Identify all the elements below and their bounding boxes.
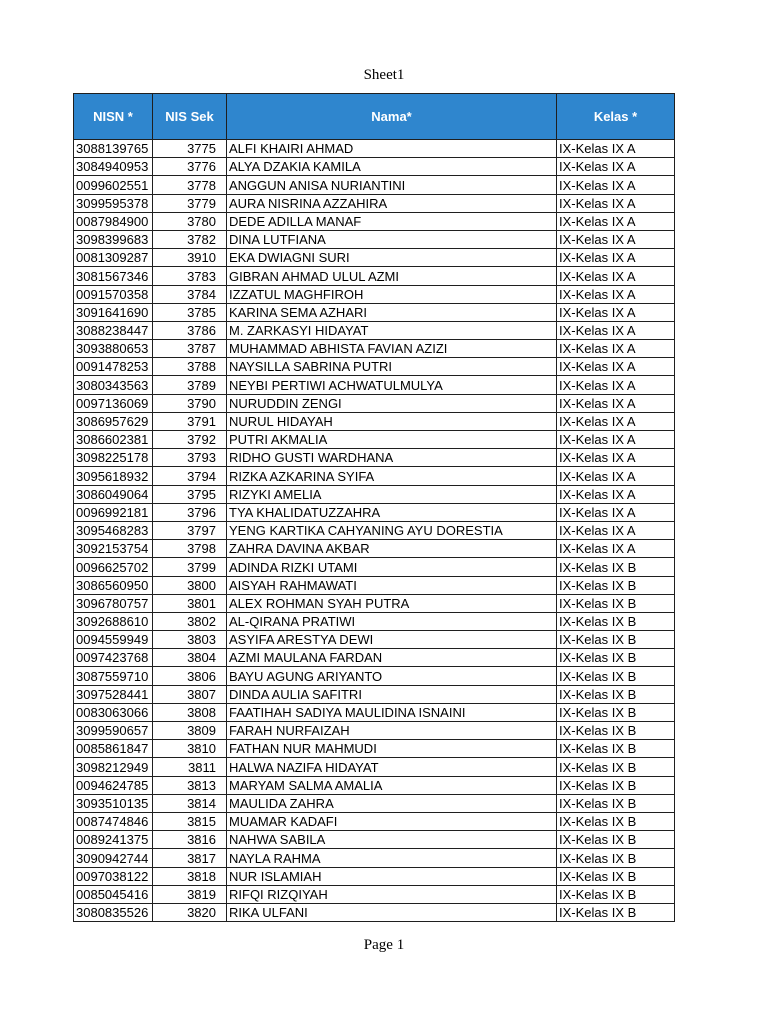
cell-nama: ANGGUN ANISA NURIANTINI [227, 176, 557, 194]
cell-kelas: IX-Kelas IX B [557, 812, 675, 830]
cell-nisn: 0096625702 [74, 558, 153, 576]
cell-nis: 3778 [153, 176, 227, 194]
cell-nama: M. ZARKASYI HIDAYAT [227, 321, 557, 339]
cell-kelas: IX-Kelas IX B [557, 867, 675, 885]
table-row [74, 249, 675, 267]
cell-nis: 3814 [153, 794, 227, 812]
cell-nis: 3790 [153, 394, 227, 412]
table-row [74, 521, 675, 539]
cell-kelas: IX-Kelas IX B [557, 703, 675, 721]
sheet-title: Sheet1 [363, 67, 405, 83]
cell-nama: RIDHO GUSTI WARDHANA [227, 449, 557, 467]
table-row [74, 612, 675, 630]
cell-nis: 3815 [153, 812, 227, 830]
cell-kelas: IX-Kelas IX A [557, 267, 675, 285]
cell-nis: 3910 [153, 249, 227, 267]
cell-nisn: 3098212949 [74, 758, 153, 776]
cell-nama: AISYAH RAHMAWATI [227, 576, 557, 594]
cell-kelas: IX-Kelas IX A [557, 140, 675, 158]
cell-nis: 3820 [153, 903, 227, 921]
cell-nis: 3800 [153, 576, 227, 594]
cell-nisn: 0085861847 [74, 740, 153, 758]
table-row [74, 449, 675, 467]
cell-kelas: IX-Kelas IX B [557, 776, 675, 794]
cell-nama: ALEX ROHMAN SYAH PUTRA [227, 594, 557, 612]
cell-nis: 3807 [153, 685, 227, 703]
table-row [74, 667, 675, 685]
column-header-kelas: Kelas * [557, 94, 675, 140]
cell-kelas: IX-Kelas IX B [557, 903, 675, 921]
cell-nis: 3792 [153, 431, 227, 449]
cell-nisn: 3088238447 [74, 321, 153, 339]
cell-nama: ZAHRA DAVINA AKBAR [227, 540, 557, 558]
cell-nis: 3801 [153, 594, 227, 612]
cell-nis: 3776 [153, 158, 227, 176]
cell-nama: DINA LUTFIANA [227, 230, 557, 248]
cell-kelas: IX-Kelas IX A [557, 503, 675, 521]
table-row [74, 230, 675, 248]
table-row [74, 703, 675, 721]
cell-nis: 3780 [153, 212, 227, 230]
cell-nama: NEYBI PERTIWI ACHWATULMULYA [227, 376, 557, 394]
cell-nis: 3799 [153, 558, 227, 576]
cell-nis: 3817 [153, 849, 227, 867]
cell-nama: ADINDA RIZKI UTAMI [227, 558, 557, 576]
cell-kelas: IX-Kelas IX B [557, 594, 675, 612]
cell-nisn: 0081309287 [74, 249, 153, 267]
cell-nisn: 0094624785 [74, 776, 153, 794]
cell-kelas: IX-Kelas IX A [557, 358, 675, 376]
cell-nisn: 0099602551 [74, 176, 153, 194]
cell-kelas: IX-Kelas IX A [557, 158, 675, 176]
cell-kelas: IX-Kelas IX B [557, 667, 675, 685]
cell-nisn: 3084940953 [74, 158, 153, 176]
cell-nis: 3819 [153, 885, 227, 903]
cell-nisn: 3093880653 [74, 340, 153, 358]
cell-nama: YENG KARTIKA CAHYANING AYU DORESTIA [227, 521, 557, 539]
cell-nama: RIZKA AZKARINA SYIFA [227, 467, 557, 485]
column-header-nis: NIS Sek [153, 94, 227, 140]
cell-nama: ALYA DZAKIA KAMILA [227, 158, 557, 176]
cell-kelas: IX-Kelas IX A [557, 449, 675, 467]
cell-nisn: 0091478253 [74, 358, 153, 376]
table-row [74, 631, 675, 649]
cell-nis: 3813 [153, 776, 227, 794]
table-row [74, 758, 675, 776]
cell-nis: 3782 [153, 230, 227, 248]
cell-nama: KARINA SEMA AZHARI [227, 303, 557, 321]
cell-nama: RIZYKI AMELIA [227, 485, 557, 503]
cell-kelas: IX-Kelas IX B [557, 758, 675, 776]
cell-nama: AZMI MAULANA FARDAN [227, 649, 557, 667]
cell-nama: MUAMAR KADAFI [227, 812, 557, 830]
cell-nama: FAATIHAH SADIYA MAULIDINA ISNAINI [227, 703, 557, 721]
cell-nama: MAULIDA ZAHRA [227, 794, 557, 812]
cell-nis: 3779 [153, 194, 227, 212]
cell-nama: NURUDDIN ZENGI [227, 394, 557, 412]
cell-nisn: 3095618932 [74, 467, 153, 485]
cell-nis: 3795 [153, 485, 227, 503]
cell-nama: PUTRI AKMALIA [227, 431, 557, 449]
cell-nis: 3809 [153, 722, 227, 740]
cell-nis: 3802 [153, 612, 227, 630]
cell-nis: 3810 [153, 740, 227, 758]
table-row [74, 576, 675, 594]
cell-kelas: IX-Kelas IX A [557, 412, 675, 430]
cell-nama: BAYU AGUNG ARIYANTO [227, 667, 557, 685]
table-row [74, 776, 675, 794]
cell-nama: DINDA AULIA SAFITRI [227, 685, 557, 703]
cell-nis: 3775 [153, 140, 227, 158]
cell-nisn: 3092688610 [74, 612, 153, 630]
page-number: Page 1 [363, 937, 405, 953]
table-row [74, 831, 675, 849]
table-row [74, 394, 675, 412]
table-row [74, 303, 675, 321]
table-row [74, 722, 675, 740]
table-body [74, 140, 675, 922]
cell-nisn: 3098225178 [74, 449, 153, 467]
cell-kelas: IX-Kelas IX A [557, 394, 675, 412]
table-row [74, 867, 675, 885]
cell-nama: IZZATUL MAGHFIROH [227, 285, 557, 303]
cell-nama: EKA DWIAGNI SURI [227, 249, 557, 267]
table-row [74, 485, 675, 503]
cell-nisn: 3080343563 [74, 376, 153, 394]
cell-nama: AL-QIRANA PRATIWI [227, 612, 557, 630]
cell-nama: NAYSILLA SABRINA PUTRI [227, 358, 557, 376]
table-row [74, 540, 675, 558]
cell-kelas: IX-Kelas IX A [557, 321, 675, 339]
cell-kelas: IX-Kelas IX B [557, 685, 675, 703]
cell-kelas: IX-Kelas IX B [557, 740, 675, 758]
cell-nisn: 3086957629 [74, 412, 153, 430]
table-row [74, 340, 675, 358]
cell-nisn: 0097136069 [74, 394, 153, 412]
cell-nisn: 0089241375 [74, 831, 153, 849]
cell-nisn: 3091641690 [74, 303, 153, 321]
cell-kelas: IX-Kelas IX A [557, 176, 675, 194]
table-row [74, 558, 675, 576]
cell-nama: RIKA ULFANI [227, 903, 557, 921]
cell-nama: NUR ISLAMIAH [227, 867, 557, 885]
cell-nisn: 3090942744 [74, 849, 153, 867]
cell-nisn: 3088139765 [74, 140, 153, 158]
cell-nisn: 3086560950 [74, 576, 153, 594]
table-row [74, 885, 675, 903]
table-row [74, 285, 675, 303]
cell-kelas: IX-Kelas IX A [557, 540, 675, 558]
cell-nama: FATHAN NUR MAHMUDI [227, 740, 557, 758]
cell-nis: 3798 [153, 540, 227, 558]
table-row [74, 740, 675, 758]
cell-nisn: 3087559710 [74, 667, 153, 685]
cell-nisn: 3080835526 [74, 903, 153, 921]
cell-nama: NURUL HIDAYAH [227, 412, 557, 430]
cell-kelas: IX-Kelas IX A [557, 303, 675, 321]
cell-kelas: IX-Kelas IX A [557, 230, 675, 248]
cell-nisn: 0085045416 [74, 885, 153, 903]
cell-kelas: IX-Kelas IX B [557, 885, 675, 903]
cell-nisn: 0097038122 [74, 867, 153, 885]
cell-nis: 3784 [153, 285, 227, 303]
column-header-nisn: NISN * [74, 94, 153, 140]
table-row [74, 194, 675, 212]
cell-kelas: IX-Kelas IX A [557, 485, 675, 503]
table-row [74, 849, 675, 867]
cell-kelas: IX-Kelas IX B [557, 722, 675, 740]
cell-nis: 3786 [153, 321, 227, 339]
cell-nama: ASYIFA ARESTYA DEWI [227, 631, 557, 649]
table-row [74, 685, 675, 703]
cell-kelas: IX-Kelas IX B [557, 576, 675, 594]
cell-nama: RIFQI RIZQIYAH [227, 885, 557, 903]
cell-kelas: IX-Kelas IX B [557, 631, 675, 649]
cell-kelas: IX-Kelas IX A [557, 194, 675, 212]
cell-nisn: 3093510135 [74, 794, 153, 812]
cell-nama: MUHAMMAD ABHISTA FAVIAN AZIZI [227, 340, 557, 358]
cell-nisn: 0083063066 [74, 703, 153, 721]
cell-nama: ALFI KHAIRI AHMAD [227, 140, 557, 158]
cell-nis: 3811 [153, 758, 227, 776]
table-row [74, 212, 675, 230]
cell-nis: 3787 [153, 340, 227, 358]
cell-nis: 3816 [153, 831, 227, 849]
cell-nisn: 3092153754 [74, 540, 153, 558]
cell-nis: 3818 [153, 867, 227, 885]
cell-kelas: IX-Kelas IX A [557, 249, 675, 267]
cell-kelas: IX-Kelas IX A [557, 285, 675, 303]
cell-nisn: 0094559949 [74, 631, 153, 649]
cell-nis: 3806 [153, 667, 227, 685]
cell-nis: 3808 [153, 703, 227, 721]
cell-nis: 3793 [153, 449, 227, 467]
cell-kelas: IX-Kelas IX A [557, 521, 675, 539]
cell-nama: FARAH NURFAIZAH [227, 722, 557, 740]
cell-nis: 3785 [153, 303, 227, 321]
column-header-nama: Nama* [227, 94, 557, 140]
cell-nis: 3791 [153, 412, 227, 430]
cell-nisn: 3099595378 [74, 194, 153, 212]
table-row [74, 412, 675, 430]
cell-nisn: 0087474846 [74, 812, 153, 830]
table-row [74, 812, 675, 830]
cell-nama: AURA NISRINA AZZAHIRA [227, 194, 557, 212]
table-row [74, 176, 675, 194]
cell-nis: 3788 [153, 358, 227, 376]
cell-nisn: 3096780757 [74, 594, 153, 612]
cell-kelas: IX-Kelas IX A [557, 431, 675, 449]
table-row [74, 376, 675, 394]
cell-nisn: 3098399683 [74, 230, 153, 248]
cell-nis: 3794 [153, 467, 227, 485]
cell-kelas: IX-Kelas IX B [557, 831, 675, 849]
cell-nisn: 3099590657 [74, 722, 153, 740]
cell-nisn: 3086049064 [74, 485, 153, 503]
cell-nama: NAHWA SABILA [227, 831, 557, 849]
table-row [74, 158, 675, 176]
cell-nisn: 0087984900 [74, 212, 153, 230]
cell-nama: MARYAM SALMA AMALIA [227, 776, 557, 794]
cell-kelas: IX-Kelas IX B [557, 849, 675, 867]
cell-nisn: 3081567346 [74, 267, 153, 285]
table-row [74, 431, 675, 449]
cell-nis: 3803 [153, 631, 227, 649]
cell-nis: 3783 [153, 267, 227, 285]
table-row [74, 503, 675, 521]
cell-kelas: IX-Kelas IX A [557, 467, 675, 485]
table-row [74, 903, 675, 921]
table-row [74, 358, 675, 376]
cell-kelas: IX-Kelas IX A [557, 212, 675, 230]
cell-nisn: 0097423768 [74, 649, 153, 667]
cell-nama: GIBRAN AHMAD ULUL AZMI [227, 267, 557, 285]
cell-nama: NAYLA RAHMA [227, 849, 557, 867]
cell-nis: 3789 [153, 376, 227, 394]
table-row [74, 467, 675, 485]
cell-nisn: 3095468283 [74, 521, 153, 539]
header-row [74, 94, 675, 140]
cell-kelas: IX-Kelas IX B [557, 649, 675, 667]
cell-kelas: IX-Kelas IX B [557, 612, 675, 630]
cell-nis: 3797 [153, 521, 227, 539]
table-row [74, 140, 675, 158]
table-row [74, 794, 675, 812]
cell-nisn: 3097528441 [74, 685, 153, 703]
cell-kelas: IX-Kelas IX A [557, 376, 675, 394]
cell-nis: 3804 [153, 649, 227, 667]
table-row [74, 321, 675, 339]
student-table [73, 93, 675, 922]
cell-nama: HALWA NAZIFA HIDAYAT [227, 758, 557, 776]
cell-kelas: IX-Kelas IX B [557, 558, 675, 576]
cell-nisn: 0091570358 [74, 285, 153, 303]
table-row [74, 267, 675, 285]
cell-nama: TYA KHALIDATUZZAHRA [227, 503, 557, 521]
cell-nisn: 3086602381 [74, 431, 153, 449]
table-row [74, 649, 675, 667]
cell-nama: DEDE ADILLA MANAF [227, 212, 557, 230]
table-row [74, 594, 675, 612]
cell-nis: 3796 [153, 503, 227, 521]
cell-kelas: IX-Kelas IX A [557, 340, 675, 358]
cell-nisn: 0096992181 [74, 503, 153, 521]
cell-kelas: IX-Kelas IX B [557, 794, 675, 812]
